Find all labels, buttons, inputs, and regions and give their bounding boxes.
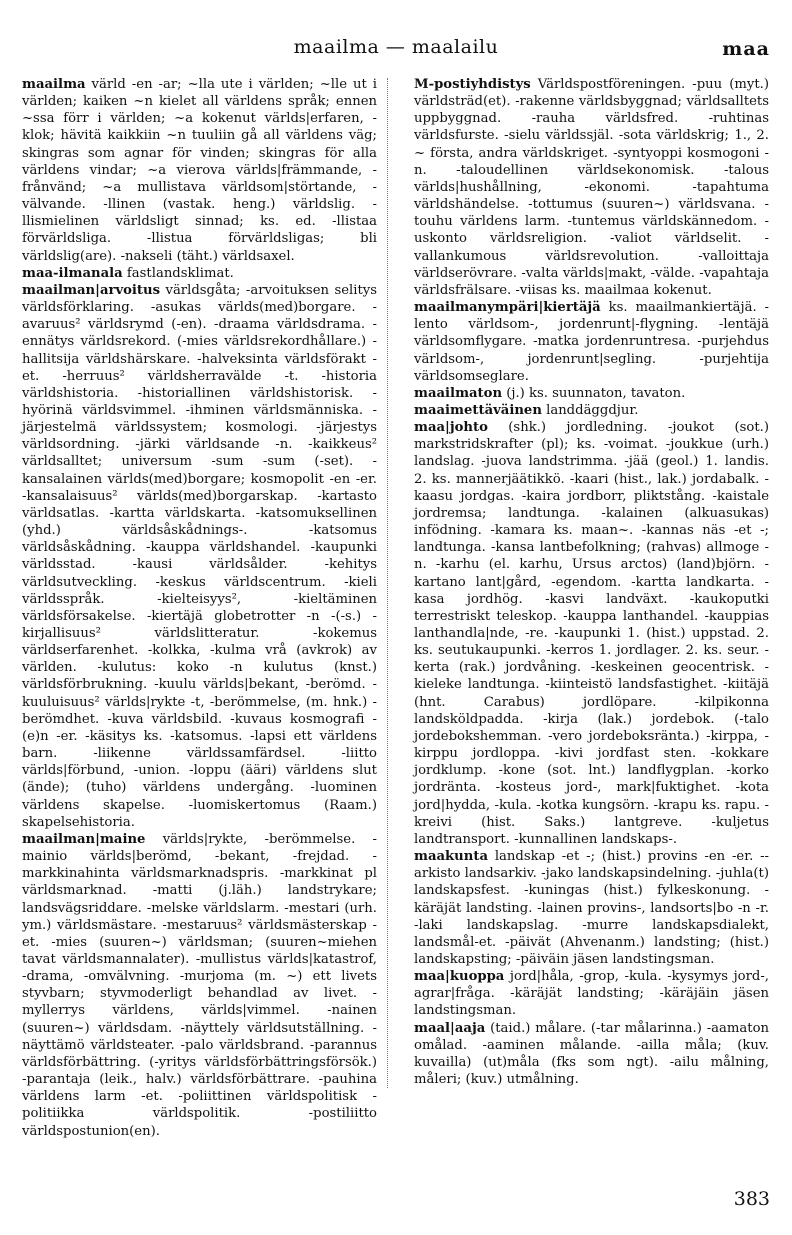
entry-text: (j.) ks. suunnaton, tavaton. xyxy=(502,385,686,401)
dictionary-entry xyxy=(414,76,769,299)
dictionary-entry xyxy=(414,968,769,1019)
entry-text: Världspostföreningen. -puu (myt.) världsträd(et). -rakenne världsbyggnad; världsalltets uppbyggnad. -rauha världsfred. -ruhtinas världsfurste. -sielu världssjäl. -sota världskrig; 1., 2. ~ första, andra världskriget. -syntyoppi kosmogoni -n. -taloudellinen världsekonomisk. -talous världs|hushållning, -ekonomi. -tapahtuma världshändelse. -tottumus (suuren~) världsvana. -touhu världens larm. -tuntemus världskännedom. -uskonto världsreligion. -valiot världselit. -vallankumous världsrevolution. -valloittaja världserövrare. -valta världs|makt, -välde. -vapahtaja världsfrälsare. -viisas ks. maailmaa kokenut. xyxy=(414,77,769,298)
entry-headword: maailmaton xyxy=(414,385,503,401)
entry-headword: M-postiyhdistys xyxy=(414,77,531,92)
dictionary-entry xyxy=(22,265,377,282)
entry-headword: maailman|maine xyxy=(22,831,146,847)
entry-headword: maailman|arvoitus xyxy=(22,282,161,298)
entry-headword: maa|kuoppa xyxy=(414,969,505,985)
column-divider xyxy=(387,78,388,1088)
right-column xyxy=(414,76,769,1088)
running-title: maailma — maalailu xyxy=(293,36,499,58)
entry-text: landskap -et -; (hist.) provins -en -er. --arkisto landsarkiv. -jako landskapsindelning. -juhla(t) landskapsfest. -kuningas (hist.) fylkeskonung. -käräjät landsting. -lainen provins-, landsorts|bo -n -r. -laki landskapslag. -murre landskapsdialekt, landsmål-et. -päivät (Ahvenanm.) landsting; (hist.) landskapsting; -päiväin jäsen landstingsman. xyxy=(414,849,769,967)
dictionary-entry xyxy=(414,299,769,385)
entry-headword: maal|aaja xyxy=(414,1020,486,1036)
dictionary-entry xyxy=(22,831,377,1140)
entry-text: (shk.) jordledning. -joukot (sot.) markstridskrafter (pl); ks. -voimat. -joukkue (urh.) landslag. -juova landstrimma. -jää (geol.) 1. landis. 2. ks. mannerjäätikkö. -kaari (hist., lak.) jordabalk. -kaasu jordgas. -kaira jordborr, pliktstång. -kaistale jordremsa; landtunga. -kalainen (alkuasukas) infödning. -kamara ks. maan~. -kannas näs -et -; landtunga. -kansa lantbefolkning; (rahvas) allmoge -n. -karhu (el. karhu, Ursus arctos) (land)björn. -kartano lant|gård, -egendom. -kartta landkarta. -kasa jordhög. -kasvi landväxt. -kaukoputki terrestriskt teleskop. -kauppa lanthandel. -kauppias lanthandla|nde, -re. -kaupunki 1. (hist.) uppstad. 2. ks. seutukaupunki. -kerros 1. jordlager. 2. ks. seur. -kerta (rak.) jordvåning. -keskeinen geocentrisk. -kieleke landtunga. -kiinteistö landsfastighet. -kiitäjä (hnt. Carabus) jordlöpare. -kilpikonna landsköldpadda. -kirja (lak.) jordebok. (-talo jordebokshemman. -vero jordeboksränta.) -kirppa, -kirppu jordloppa. -kivi jordfast sten. -kokkare jordklump. -kone (sot. lnt.) landflygplan. -korko jordränta. -kosteus jord-, mark|fuktighet. -kota jord|hydda, -kula. -kotka kungsörn. -krapu ks. rapu. -kreivi (hist. Saks.) lantgreve. -kuljetus landtransport. -kunnallinen landskaps-. xyxy=(414,420,769,847)
entry-text: fastlandsklimat. xyxy=(122,265,234,281)
dictionary-entry xyxy=(414,419,769,848)
entry-headword: maailmanympäri|kiertäjä xyxy=(414,300,601,316)
entry-headword: maaimettäväinen xyxy=(414,402,542,418)
entry-text: (taid.) målare. (-tar målarinna.) -aamaton omålad. -aaminen målande. -ailla måla; (kuv. kuvailla) (ut)måla (fks som ngt). -ailu målning, måleri; (kuv.) utmålning. xyxy=(414,1020,769,1088)
entry-headword: maa-ilmanala xyxy=(22,265,123,281)
dictionary-entry xyxy=(22,76,377,265)
corner-word: maa xyxy=(722,38,770,60)
entry-headword: maailma xyxy=(22,77,86,92)
entry-text: landdäggdjur. xyxy=(541,402,639,418)
dictionary-entry xyxy=(414,402,769,419)
dictionary-entry xyxy=(414,1020,769,1089)
entry-text: världs|rykte, -berömmelse. -mainio världs|berömd, -bekant, -frejdad. -markkinahinta världsmarknadspris. -markkinat pl världsmarknad. -matti (j.läh.) landstrykare; landsvägsriddare. -melske världslarm. -mestari (urh. ym.) världsmästare. -mestaruus² världsmästerskap -et. -mies (suuren~) världsman; (suuren~miehen tavat världsmannalater). -mullistus världs|katastrof, -drama, -omvälvning. -murjoma (m. ~) ett livets styvbarn; styvmoderligt behandlad av livet. -myllerrys världens, världs|vimmel. -nainen (suuren~) världsdam. -näyttely världsutställning. -näyttämö världsteater. -palo världsbrand. -parannus världsförbättring. (-yritys världsförbättringsförsök.) -parantaja (leik., halv.) världsförbättrare. -pauhina världens larm -et. -poliittinen världspolitisk -politiikka världspolitik. -postiliitto världspostunion(en). xyxy=(22,831,377,1139)
entry-text: ks. maailmankiertäjä. -lento världsom-, jordenrunt|-flygning. -lentäjä världsomflygare. -matka jordenruntresa. -purjehdus världsom-, jordenrunt|segling. -purjehtija världsomseglare. xyxy=(414,300,769,384)
entry-text: värld -en -ar; ~lla ute i världen; ~lle ut i världen; kaiken ~n kielet all världens språk; ennen ~ssa förr i världen; ~a kokenut världs|erfaren, -klok; hävitä kaikkiin ~n tuuliin gå all världens väg; skingras som agnar för vinden; skingras för alla världens vindar; ~a vierova världs|främmande, -frånvänd; ~a mullistava världsom|störtande, -välvande. -llinen (vastak. heng.) världslig. -llismielinen världsligt sinnad; ks. ed. -llistaa förvärldsliga. -llistua förvärldsligas; bli världslig(are). -nakseli (täht.) världsaxel. xyxy=(22,77,377,264)
entry-text: världsgåta; -arvoituksen selitys världsförklaring. -asukas världs(med)borgare. -avaruus² världsrymd (-en). -draama världsdrama. -ennätys världsrekord. (-mies världsrekordhållare.) -hallitsija världshärskare. -halveksinta världsförakt -et. -herruus² världsherravälde -t. -historia världshistoria. -historiallinen världshistorisk. -hyörinä världsvimmel. -ihminen världsmänniska. -järjestelmä världssystem; kosmologi. -järjestys världsordning. -järki världsande -n. -kaikkeus² världsalltet; universum -sum -sum (-set). -kansalainen världs(med)borgare; kosmopolit -en -er. -kansalaisuus² världs(med)borgarskap. -kartasto världsatlas. -kartta världskarta. -katsomuksellinen (yhd.) världsåskådnings-. -katsomus världsåskådning. -kauppa världshandel. -kaupunki världsstad. -kausi världsålder. -kehitys världsutveckling. -keskus världscentrum. -kieli världsspråk. -kielteisyys², -kieltäminen världsförsakelse. -kiertäjä globetrotter -n -(-s.) -kirjallisuus² världslitteratur. -kokemus världserfarenhet. -kolkka, -kulma vrå (avkrok) av världen. -kulutus: koko -n kulutus (knst.) världsförbrukning. -kuulu världs|bekant, -berömd. -kuuluisuus² världs|rykte -t, -berömmelse, (m. hnk.) -berömdhet. -kuva världsbild. -kuvaus kosmografi -(e)n -er. -käsitys ks. -katsomus. -lapsi ett världens barn. -liikenne världssamfärdsel. -liitto världs|förbund, -union. -loppu (ääri) världens slut (ände); (tuho) världens undergång. -luominen världens skapelse. -luomiskertomus (Raam.) skapelsehistoria. xyxy=(22,282,377,830)
page-number: 383 xyxy=(733,1188,770,1210)
entry-headword: maakunta xyxy=(414,849,488,865)
dictionary-entry xyxy=(414,385,769,402)
entry-text: jord|håla, -grop, -kula. -kysymys jord-, agrar|fråga. -käräjät landsting; -käräjäin jäsen landstingsman. xyxy=(414,969,769,1019)
page-header xyxy=(22,34,770,64)
entry-headword: maa|johto xyxy=(414,420,488,436)
left-column xyxy=(22,76,377,1140)
dictionary-entry xyxy=(22,282,377,831)
dictionary-entry xyxy=(414,848,769,968)
